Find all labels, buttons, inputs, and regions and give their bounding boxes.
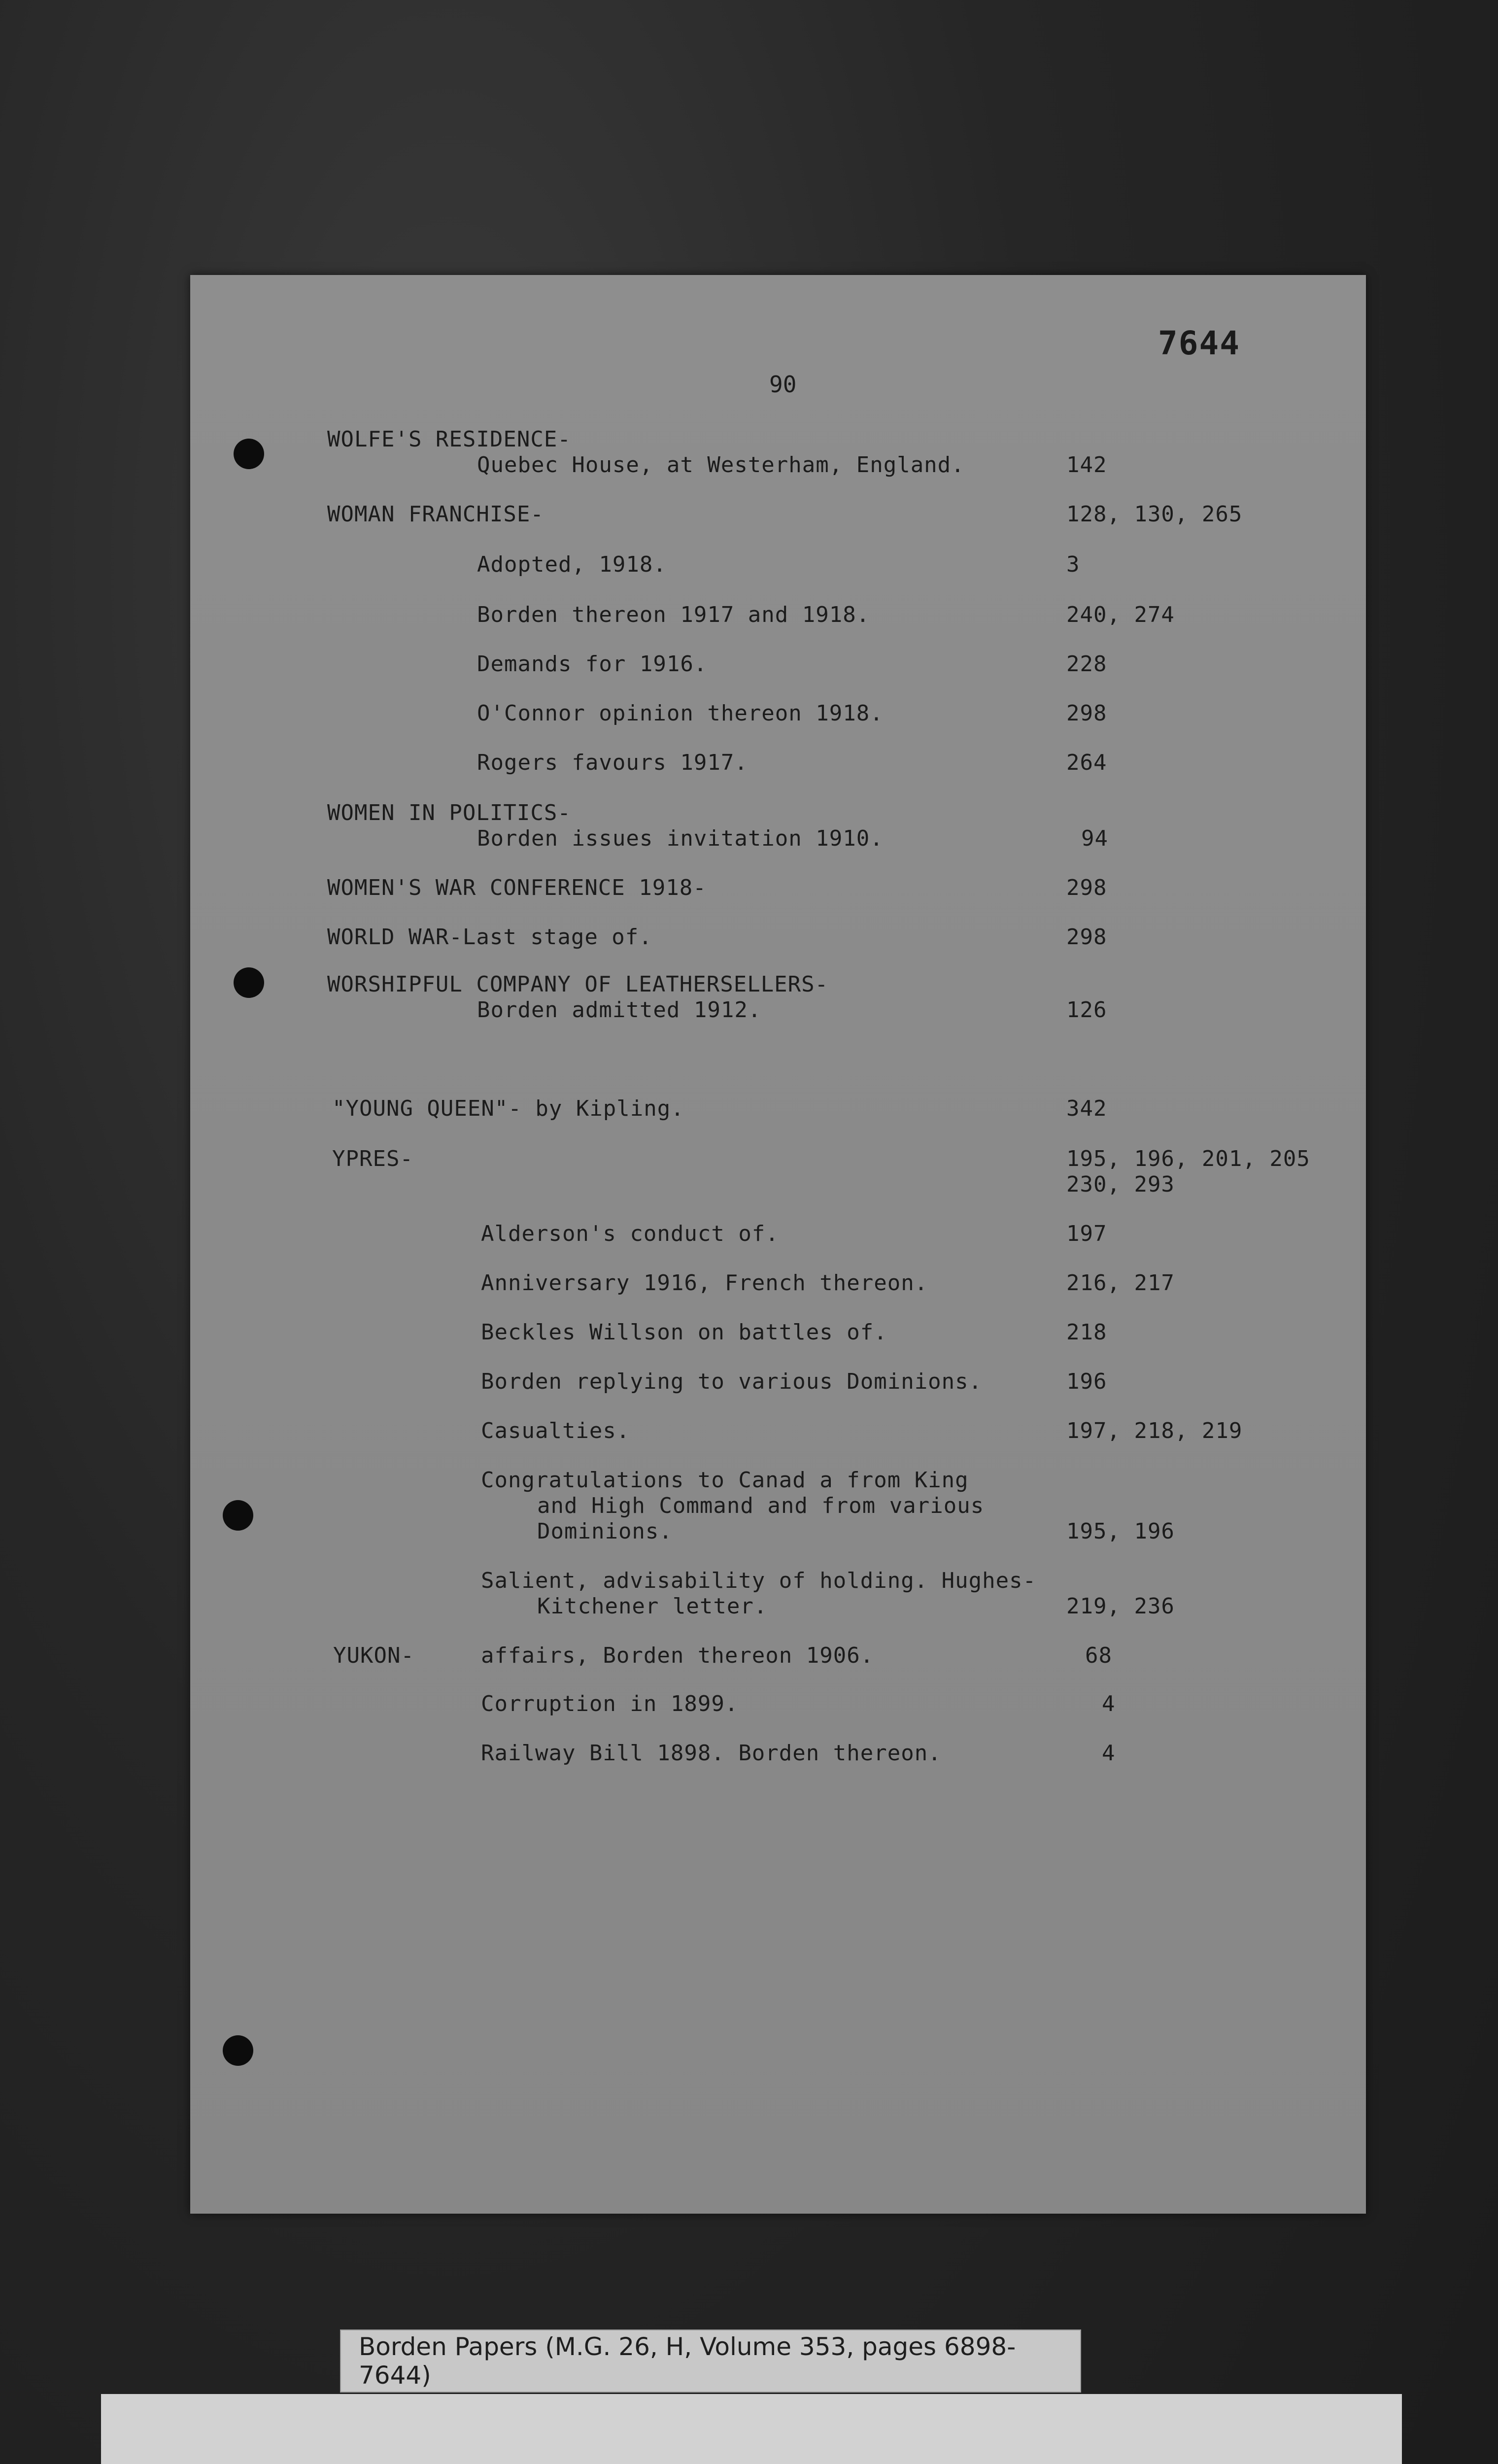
punch-hole (234, 439, 264, 469)
entry-pages: 4 (1102, 1741, 1116, 1766)
entry-sub: affairs, Borden thereon 1906. (481, 1643, 874, 1668)
entry-pages: 142 (1066, 452, 1107, 478)
entry-pages: 68 (1085, 1643, 1112, 1668)
entry-heading: WOMEN'S WAR CONFERENCE 1918- (327, 875, 707, 900)
entry-pages: 298 (1066, 875, 1107, 900)
entry-heading: YUKON- (333, 1643, 414, 1668)
entry-pages: 196 (1066, 1369, 1107, 1394)
entry-pages-continued: 230, 293 (1066, 1172, 1175, 1197)
entry-sub: Corruption in 1899. (481, 1691, 739, 1716)
entry-sub-continued: and High Command and from various (537, 1493, 985, 1518)
entry-pages: 3 (1066, 552, 1080, 577)
entry-pages: 219, 236 (1066, 1594, 1175, 1619)
entry-sub: Rogers favours 1917. (477, 750, 748, 775)
entry-pages: 218 (1066, 1320, 1107, 1345)
entry-sub: Casualties. (481, 1418, 630, 1443)
entry-pages: 195, 196 (1066, 1519, 1175, 1544)
entry-sub: Congratulations to Canad a from King (481, 1468, 969, 1493)
entry-heading: WOLFE'S RESIDENCE- (327, 427, 571, 452)
entry-sub: Borden thereon 1917 and 1918. (477, 602, 870, 627)
entry-pages: 342 (1066, 1096, 1107, 1121)
entry-pages: 4 (1102, 1691, 1116, 1716)
entry-sub: Quebec House, at Westerham, England. (477, 452, 965, 478)
entry-sub: Borden admitted 1912. (477, 997, 762, 1023)
entry-sub: Demands for 1916. (477, 651, 708, 677)
entry-heading: WOMAN FRANCHISE- (327, 502, 544, 527)
entry-pages: 126 (1066, 997, 1107, 1023)
document-page (190, 275, 1366, 2214)
entry-pages: 298 (1066, 924, 1107, 950)
entry-pages: 128, 130, 265 (1066, 502, 1243, 527)
entry-pages: 264 (1066, 750, 1107, 775)
page-number: 90 (769, 371, 797, 398)
entry-sub: Beckles Willson on battles of. (481, 1320, 887, 1345)
entry-pages: 228 (1066, 651, 1107, 677)
entry-heading: WORLD WAR-Last stage of. (327, 924, 652, 950)
punch-hole (223, 2035, 253, 2066)
entry-sub: Borden issues invitation 1910. (477, 826, 884, 851)
entry-pages: 298 (1066, 701, 1107, 726)
punch-hole (223, 1500, 253, 1531)
entry-pages: 195, 196, 201, 205 (1066, 1146, 1310, 1171)
stamp-number: 7644 (1158, 324, 1240, 362)
entry-pages: 240, 274 (1066, 602, 1175, 627)
entry-sub: Alderson's conduct of. (481, 1221, 779, 1246)
entry-pages: 197 (1066, 1221, 1107, 1246)
caption-label: Borden Papers (M.G. 26, H, Volume 353, pages 6898-7644) (340, 2329, 1081, 2393)
entry-sub: Adopted, 1918. (477, 552, 667, 577)
entry-pages: 94 (1081, 826, 1108, 851)
entry-heading: YPRES- (332, 1146, 413, 1171)
entry-pages: 197, 218, 219 (1066, 1418, 1243, 1443)
punch-hole (234, 967, 264, 998)
entry-heading: "YOUNG QUEEN"- by Kipling. (332, 1096, 684, 1121)
entry-heading: WOMEN IN POLITICS- (327, 800, 571, 825)
entry-heading: WORSHIPFUL COMPANY OF LEATHERSELLERS- (327, 972, 829, 997)
entry-sub: O'Connor opinion thereon 1918. (477, 701, 884, 726)
entry-sub: Railway Bill 1898. Borden thereon. (481, 1741, 942, 1766)
entry-sub: Borden replying to various Dominions. (481, 1369, 983, 1394)
entry-sub: Salient, advisability of holding. Hughes- (481, 1568, 1037, 1593)
entry-sub-continued: Kitchener letter. (537, 1594, 768, 1619)
entry-sub: Anniversary 1916, French thereon. (481, 1270, 928, 1296)
entry-sub-continued: Dominions. (537, 1519, 673, 1544)
archive-banner (101, 2394, 1402, 2464)
entry-pages: 216, 217 (1066, 1270, 1175, 1296)
